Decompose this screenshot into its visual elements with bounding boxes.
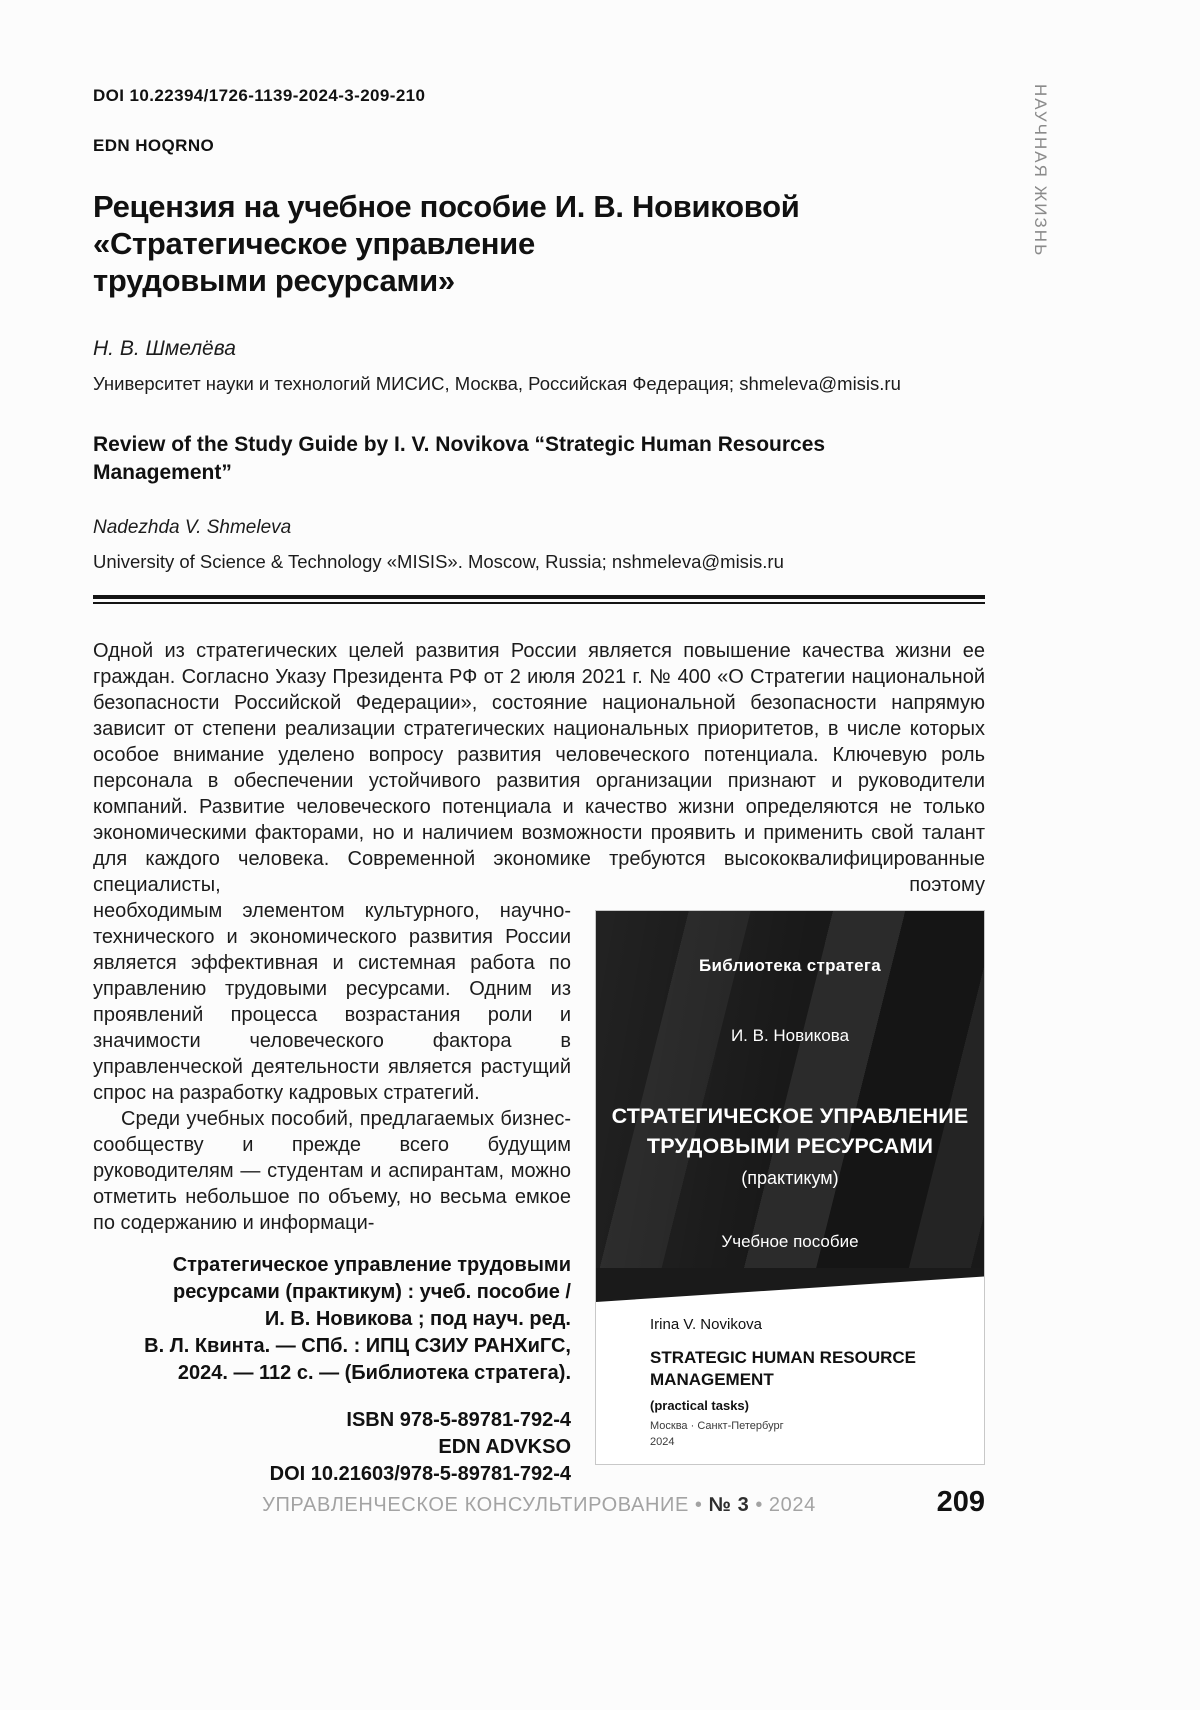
cover-subtitle-en: (practical tasks) bbox=[650, 1398, 749, 1413]
citation-line-4: В. Л. Квинта. — СПб. : ИПЦ СЗИУ РАНХиГС, bbox=[144, 1335, 571, 1357]
footer-bullet-1: • bbox=[694, 1494, 703, 1516]
cover-title-en-line-1: STRATEGIC HUMAN RESOURCE bbox=[650, 1348, 917, 1367]
book-doi-line: DOI 10.21603/978-5-89781-792-4 bbox=[269, 1463, 571, 1485]
cover-title-en-line-2: MANAGEMENT bbox=[650, 1370, 774, 1389]
cover-author: И. В. Новикова bbox=[730, 1026, 850, 1045]
author-en: Nadezhda V. Shmeleva bbox=[93, 517, 292, 538]
cover-subtitle: (практикум) bbox=[741, 1168, 839, 1188]
body-paragraph-3: Среди учебных пособий, предлагаемых бизнес-сообществу и прежде всего будущим руководителям — студентам и аспирантам, можно отметить небольшое по объему, но весьма емкое по содержанию и информаци- bbox=[93, 1108, 571, 1234]
body-paragraph-2: необходимым элементом культурного, научно-технического и экономического развития России является эффективная и системная работа по управлению трудовыми ресурсами. Одним из проявлений процесса возрастания роли и значимости человеческого фактора в управленческой деятельности является растущий спрос на разработку кадровых стратегий. bbox=[93, 900, 571, 1104]
article-title-en-line-2: Management” bbox=[93, 461, 232, 484]
cover-imprint-year: 2024 bbox=[650, 1436, 675, 1448]
book-cover-image bbox=[595, 910, 985, 1465]
citation-block bbox=[93, 1252, 571, 1387]
book-identifiers bbox=[93, 1407, 571, 1488]
footer-journal-title: УПРАВЛЕНЧЕСКОЕ КОНСУЛЬТИРОВАНИЕ bbox=[262, 1494, 689, 1516]
article-title-en bbox=[93, 431, 985, 487]
article-title-line-3: трудовыми ресурсами» bbox=[93, 263, 455, 298]
citation-line-2: ресурсами (практикум) : учеб. пособие / bbox=[172, 1281, 571, 1303]
edn-line: EDN HOQRNO bbox=[93, 136, 215, 155]
page-number: 209 bbox=[936, 1486, 985, 1518]
cover-title-line-2: ТРУДОВЫМИ РЕСУРСАМИ bbox=[646, 1134, 934, 1158]
article-title-line-2: «Стратегическое управление bbox=[93, 226, 535, 261]
section-label: НАУЧНАЯ ЖИЗНЬ bbox=[1031, 84, 1050, 258]
page-content bbox=[93, 0, 985, 1488]
affiliation-en: University of Science & Technology «MISIS». Moscow, Russia; nshmeleva@misis.ru bbox=[93, 551, 784, 572]
cover-title bbox=[596, 1101, 984, 1161]
citation-line-1: Стратегическое управление трудовыми bbox=[172, 1254, 571, 1276]
isbn-line: ISBN 978-5-89781-792-4 bbox=[346, 1409, 571, 1431]
article-title-en-line-1: Review of the Study Guide by I. V. Novikova “Strategic Human Resources bbox=[93, 433, 826, 456]
cover-series-title: Библиотека стратега bbox=[698, 956, 882, 975]
article-body bbox=[93, 638, 985, 1488]
cover-edition-type: Учебное пособие bbox=[721, 1232, 859, 1251]
footer-journal-line bbox=[93, 1488, 985, 1517]
affiliation-ru: Университет науки и технологий МИСИС, Москва, Российская Федерация; shmeleva@misis.ru bbox=[93, 373, 901, 394]
footer-bullet-2: • bbox=[755, 1494, 763, 1516]
footer-issue: № 3 bbox=[708, 1494, 750, 1516]
article-title bbox=[93, 188, 985, 299]
doi-line: DOI 10.22394/1726-1139-2024-3-209-210 bbox=[93, 86, 426, 105]
cover-lower-text bbox=[596, 1268, 984, 1419]
cover-author-en: Irina V. Novikova bbox=[650, 1316, 763, 1333]
cover-lower-panel bbox=[596, 1268, 984, 1464]
cover-imprint bbox=[650, 1418, 784, 1450]
book-cover-front bbox=[596, 911, 984, 1255]
page-footer bbox=[93, 1488, 985, 1528]
cover-title-en bbox=[650, 1347, 964, 1391]
divider-rule bbox=[93, 595, 985, 604]
cover-title-line-1: СТРАТЕГИЧЕСКОЕ УПРАВЛЕНИЕ bbox=[611, 1104, 969, 1128]
article-title-line-1: Рецензия на учебное пособие И. В. Новиковой bbox=[93, 189, 800, 224]
book-edn-line: EDN ADVKSO bbox=[438, 1436, 571, 1458]
footer-year: 2024 bbox=[768, 1494, 816, 1516]
cover-imprint-cities: Москва · Санкт-Петербург bbox=[650, 1420, 784, 1432]
citation-line-5: 2024. — 112 с. — (Библиотека стратега). bbox=[177, 1362, 571, 1384]
citation-line-3: И. В. Новикова ; под науч. ред. bbox=[264, 1308, 571, 1330]
author-ru: Н. В. Шмелёва bbox=[93, 337, 236, 360]
body-paragraph-1: Одной из стратегических целей развития России является повышение качества жизни ее граждан. Согласно Указу Президента РФ от 2 июля 2021 г. № 400 «О Стратегии национальной безопасности Российской Федерации», состояние национальной безопасности напрямую зависит от степени реализации стратегических национальных приоритетов, в числе которых особое внимание уделено вопросу развития человеческого потенциала. Ключевую роль персонала в обеспечении устойчивого развития организации признают и руководители компаний. Развитие человеческого потенциала и качество жизни определяются не только экономическими факторами, но и наличием возможности проявить и применить свой талант для каждого человека. Современной экономике требуются высококвалифицированные специалисты, поэтому bbox=[93, 640, 985, 896]
